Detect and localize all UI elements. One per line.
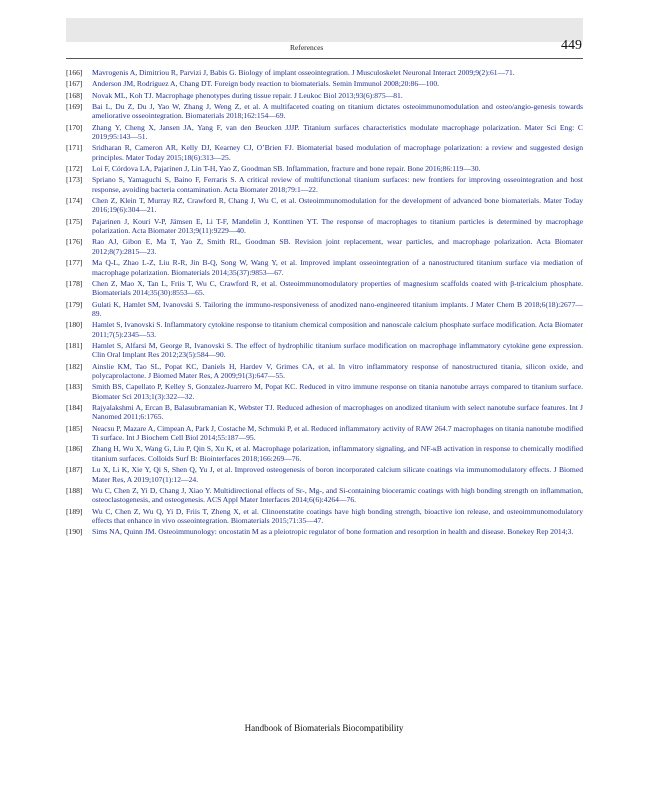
reference-item [66, 465, 583, 484]
footer-book-title: Handbook of Biomaterials Biocompatibility [244, 723, 404, 733]
reference-link[interactable]: Anderson JM, Rodriguez A, Chang DT. Foreign body reaction to biomaterials. Semin Immunol 2008;20:86—100. [92, 79, 440, 89]
reference-link[interactable]: Hamlet S, Ivanovski S. Inflammatory cytokine response to titanium chemical composition and nanoscale calcium phosphate surface modification. Acta Biomater 2011;7(5):2345—53. [92, 320, 583, 339]
reference-link[interactable]: Loi F, Córdova LA, Pajarinen J, Lin T-H, Yao Z, Goodman SB. Inflammation, fracture and bone repair. Bone 2016;86:119—30. [92, 164, 481, 173]
reference-item [66, 164, 583, 173]
header-band [66, 18, 583, 42]
running-title: References [290, 43, 324, 52]
reference-number: [176] [66, 237, 83, 247]
reference-link[interactable]: Smith BS, Capellato P, Kelley S, Gonzalez-Juarrero M, Popat KC. Reduced in vitro immune response on titania nanotube arrays compared to titanium surface. Biomater Sci 2013;1(3):322—32. [92, 382, 583, 401]
reference-item [66, 444, 583, 463]
reference-link[interactable]: Spriano S, Yamaguchi S, Baino F, Ferraris S. A critical review of multifunctional titanium surfaces: new frontiers for improving osseointegration and host response, avoiding bacteria contamination. Acta Biomater 2018;79:1—22. [92, 175, 583, 194]
reference-number: [175] [66, 216, 83, 226]
reference-item [66, 424, 583, 443]
reference-link[interactable]: Gulati K, Hamlet SM, Ivanovski S. Tailoring the immuno-responsiveness of anodized nano-engineered titanium implants. J Mater Chem B 2018;6(18):2677—89. [92, 299, 583, 318]
reference-link[interactable]: Ainslie KM, Tao SL, Popat KC, Daniels H, Hardev V, Grimes CA, et al. In vitro inflammatory response of nanostructured titania, silicon oxide, and polycaprolactone. J Biomed Mater Res, A 2009;91(3):647—55. [92, 361, 583, 381]
reference-number: [184] [66, 403, 83, 413]
reference-number: [180] [66, 320, 83, 330]
reference-item [66, 68, 583, 77]
reference-number: [188] [66, 485, 83, 495]
reference-number: [182] [66, 361, 83, 371]
reference-list [66, 68, 583, 539]
reference-item [66, 382, 583, 401]
reference-item [66, 217, 583, 236]
reference-link[interactable]: Wu C, Chen Z, Wu Q, Yi D, Friis T, Zheng X, et al. Clinoenstatite coatings have high bonding strength, bioactive ion release, and osteoimmunomodulatory effects that enhance in vivo osseointegration. Biomaterials 2015;71:35—47. [92, 506, 583, 525]
reference-item [66, 486, 583, 505]
reference-link[interactable]: Zhang Y, Cheng X, Jansen JA, Yang F, van den Beucken JJJP. Titanium surfaces characteristics modulate macrophage polarization. Mater Sci Eng: C 2019;95:143—51. [92, 122, 583, 141]
reference-item [66, 91, 583, 100]
reference-item [66, 196, 583, 215]
reference-link[interactable]: Lu X, Li K, Xie Y, Qi S, Shen Q, Yu J, et al. Improved osteogenesis of boron incorporated calcium silicate coatings via immunomodulatory effects. J Biomed Mater Res, A 2019;107(1):12—24. [92, 465, 583, 484]
reference-link[interactable]: Sims NA, Quinn JM. Osteoimmunology: oncostatin M as a pleiotropic regulator of bone formation and resorption in health and disease. Bonekey Rep 2014;3. [92, 527, 574, 537]
reference-link[interactable]: Chen Z, Mao X, Tan L, Friis T, Wu C, Crawford R, et al. Osteoimmunomodulatory properties of magnesium scaffolds coated with β-tricalcium phosphate. Biomaterials 2014;35(30):8553—65. [92, 278, 583, 298]
reference-link[interactable]: Hamlet S, Alfarsi M, George R, Ivanovski S. The effect of hydrophilic titanium surface modification on macrophage inflammatory cytokine gene expression. Clin Oral Implant Res 2012;23(5):584—90. [92, 340, 583, 360]
reference-link[interactable]: Zhang H, Wu X, Wang G, Liu P, Qin S, Xu K, et al. Macrophage polarization, inflammatory signaling, and NF-κB activation in response to chemically modified titanium surfaces. Colloids Surf B: Biointerfaces 2018;166:269—76. [92, 444, 583, 463]
reference-item [66, 237, 583, 256]
running-head [0, 38, 648, 57]
reference-item [66, 403, 583, 422]
reference-item [66, 362, 583, 381]
reference-number: [187] [66, 465, 83, 475]
reference-item [66, 143, 583, 162]
reference-number: [173] [66, 175, 83, 185]
reference-number: [183] [66, 382, 83, 392]
reference-item [66, 175, 583, 194]
reference-number: [170] [66, 122, 83, 132]
reference-number: [168] [66, 90, 83, 100]
reference-number: [178] [66, 278, 83, 288]
reference-item [66, 341, 583, 360]
reference-link[interactable]: Sridharan R, Cameron AR, Kelly DJ, Kearney CJ, O’Brien FJ. Biomaterial based modulation of macrophage polarization: a review and suggested design principles. Mater Today 2015;18(6):313—25. [92, 143, 583, 162]
reference-number: [167] [66, 79, 83, 89]
reference-number: [174] [66, 196, 83, 205]
reference-link[interactable]: Rajyalakshmi A, Ercan B, Balasubramanian K, Webster TJ. Reduced adhesion of macrophages on anodized titanium with select nanotube surface features. Int J Nanomed 2011;6:1765. [92, 403, 583, 422]
reference-item [66, 527, 583, 536]
reference-link[interactable]: Novak ML, Koh TJ. Macrophage phenotypes during tissue repair. J Leukoc Biol 2013;93(6):875—81. [92, 90, 403, 100]
reference-link[interactable]: Bai L, Du Z, Du J, Yao W, Zhang J, Weng Z, et al. A multifaceted coating on titanium dictates osteoimmunomodulation and osteo/angio-genesis towards ameliorative osseointegration. Biomaterials 2018;162:154—69. [92, 101, 583, 121]
reference-number: [186] [66, 444, 83, 454]
reference-number: [166] [66, 68, 83, 77]
reference-item [66, 300, 583, 319]
reference-item [66, 320, 583, 339]
reference-number: [172] [66, 164, 83, 173]
reference-number: [179] [66, 299, 83, 309]
reference-number: [177] [66, 258, 83, 268]
reference-link[interactable]: Chen Z, Klein T, Murray RZ, Crawford R, Chang J, Wu C, et al. Osteoimmunomodulation for the development of advanced bone biomaterials. Mater Today 2016;19(6):304—21. [92, 196, 583, 215]
reference-item [66, 102, 583, 121]
reference-number: [189] [66, 506, 83, 516]
reference-number: [185] [66, 423, 83, 433]
reference-number: [181] [66, 340, 83, 350]
reference-item [66, 123, 583, 142]
reference-number: [169] [66, 101, 83, 111]
reference-item [66, 79, 583, 88]
reference-link[interactable]: Ma Q-L, Zhao L-Z, Liu R-R, Jin B-Q, Song W, Wang Y, et al. Improved implant osseointegration of a nanostructured titanium surface via mediation of macrophage polarization. Biomaterials 2014;35(37):9853—67. [92, 258, 583, 277]
reference-number: [190] [66, 527, 83, 537]
page-number: 449 [561, 38, 582, 53]
reference-item [66, 279, 583, 298]
header-rule [66, 58, 583, 59]
reference-link[interactable]: Rao AJ, Gibon E, Ma T, Yao Z, Smith RL, Goodman SB. Revision joint replacement, wear particles, and macrophage polarization. Acta Biomater 2012;8(7):2815—23. [92, 237, 583, 256]
reference-item [66, 258, 583, 277]
reference-link[interactable]: Wu C, Chen Z, Yi D, Chang J, Xiao Y. Multidirectional effects of Sr-, Mg-, and Si-containing bioceramic coatings with high bonding strength on inflammation, osteoclastogenesis, and osteogenesis. ACS Appl Mater Interfaces 2014;6(6):4264—76. [92, 485, 583, 505]
reference-link[interactable]: Neacsu P, Mazare A, Cimpean A, Park J, Costache M, Schmuki P, et al. Reduced inflammatory activity of RAW 264.7 macrophages on titania nanotube modified Ti surface. Int J Biochem Cell Biol 2014;55:187—95. [92, 423, 583, 443]
reference-link[interactable]: Mavrogenis A, Dimitriou R, Parvizi J, Babis G. Biology of implant osseointegration. J Musculoskelet Neuronal Interact 2009;9(2):61—71. [92, 68, 515, 77]
reference-item [66, 507, 583, 526]
reference-link[interactable]: Pajarinen J, Kouri V-P, Jämsen E, Li T-F, Mandelin J, Konttinen YT. The response of macrophages to titanium particles is determined by macrophage polarization. Acta Biomater 2013;9(11):9229—40. [92, 216, 583, 236]
reference-number: [171] [66, 143, 83, 153]
